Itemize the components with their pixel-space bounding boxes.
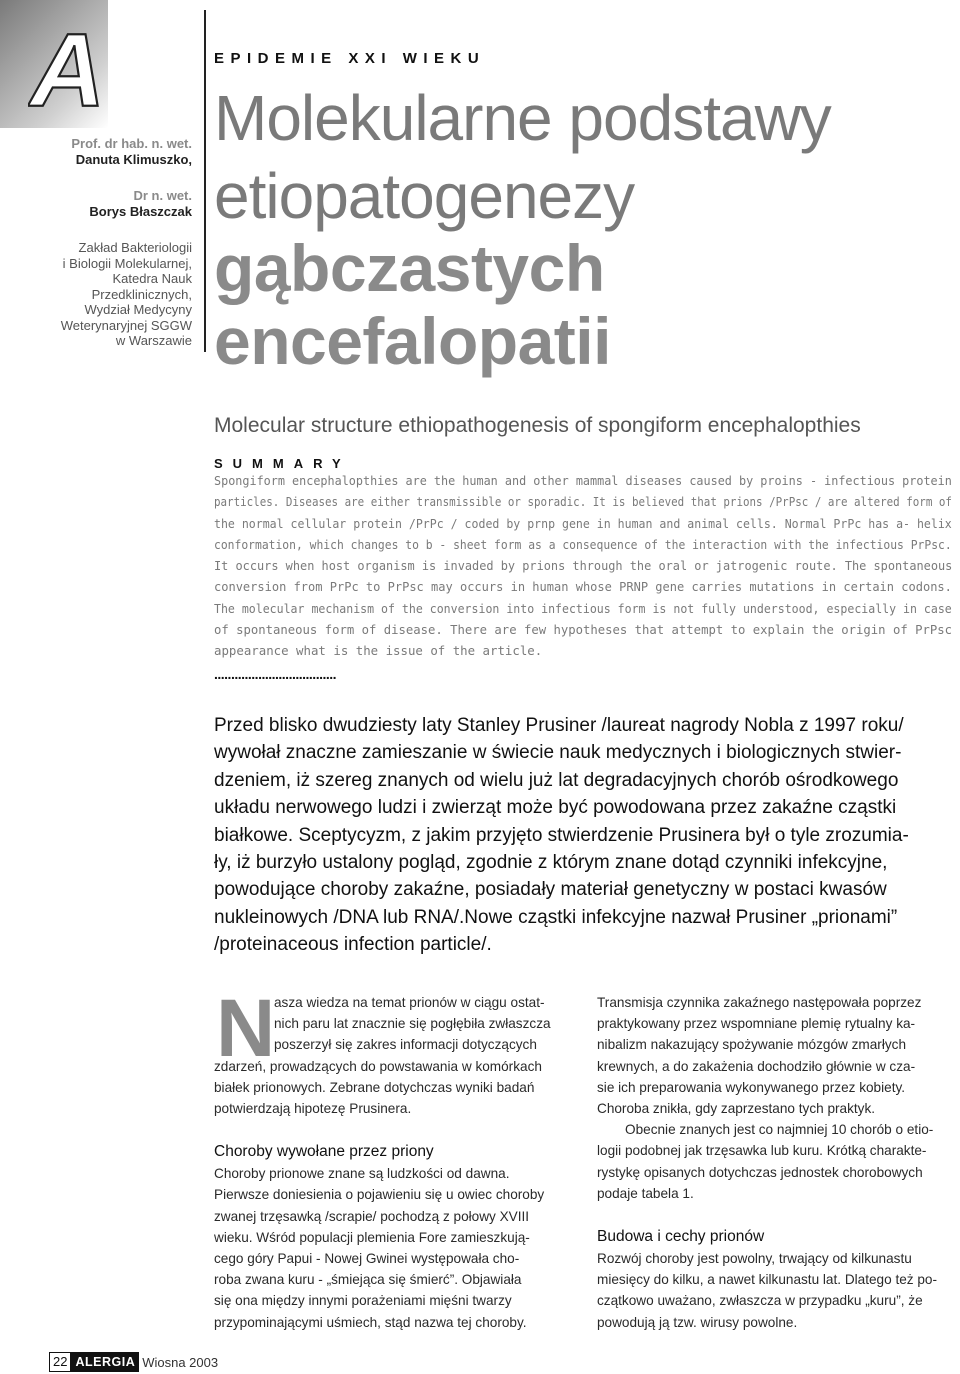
section-label: EPIDEMIE XXI WIEKU: [214, 50, 486, 67]
page-footer: [49, 1352, 218, 1372]
body-line: Transmisja czynnika zakaźnego następowała poprzez: [597, 995, 922, 1010]
lead-line: układu nerwowego ludzi i zwierząt może być powodowana przez zakaźne cząstki: [214, 797, 897, 819]
lead-line: wywołał znaczne zamieszanie w świecie nauk medycznych i biologicznych stwier-: [214, 742, 902, 764]
summary-line: of spontaneous form of disease. There are few hypotheses that attempt to explain the origin of PrPsc: [214, 622, 952, 638]
body-line: potwierdzają hipotezę Prusinera.: [214, 1101, 412, 1117]
body-line: Pierwsze doniesienia o pojawieniu się u owiec choroby: [214, 1187, 545, 1203]
body-line: Choroba znikła, gdy zaprzestano tych praktyk.: [597, 1101, 876, 1117]
summary-line: conformation, which changes to b - sheet form as a consequence of the interaction with the infectious PrPsc.: [214, 536, 952, 552]
summary-line: the normal cellular protein /PrPc / coded by prnp gene in human and animal cells. Normal PrPc has a- helix: [214, 515, 952, 531]
lead-paragraph: [214, 712, 954, 959]
affiliation-line: Zakład Bakteriologii: [78, 240, 192, 255]
summary-text: [214, 470, 953, 662]
header-divider: [204, 10, 206, 352]
body-line: sie ich preparowania wykonywanego przez kobiety.: [597, 1079, 906, 1095]
lead-line: Przed blisko dwudziesty laty Stanley Prusiner /laureat nagrody Nobla z 1997 roku/: [214, 715, 904, 736]
body-line: podaje tabela 1.: [597, 1185, 694, 1201]
body-line: białek prionowych. Zebrane dotychczas wyniki badań: [214, 1079, 535, 1095]
section-heading: Choroby wywołane przez priony: [214, 1143, 434, 1161]
page-number: 22: [49, 1352, 71, 1372]
body-line: czątkowo uważano, zwłaszcza w przypadku „kuru”, że: [597, 1293, 923, 1309]
english-title: Molecular structure ethiopathogenesis of spongiform encephalopthies: [214, 414, 861, 437]
lead-line: dzeniem, iż szereg znanych od wielu już lat degradacyjnych chorób ośrodkowego: [214, 769, 899, 791]
body-line: się ona między innymi porażeniami mięśni twarzy: [214, 1293, 512, 1309]
body-line: Rozwój choroby jest powolny, trwający od kilkunastu: [597, 1251, 912, 1267]
body-line: asza wiedza na temat prionów w ciągu ostat-: [274, 995, 545, 1010]
author-2-name: Borys Błaszczak: [89, 204, 192, 219]
affiliation-line: Katedra Nauk: [112, 271, 192, 286]
article-title-line-3: gąbczastych: [214, 231, 605, 305]
summary-line: The molecular mechanism of the conversion into infectious form is not fully understood, especially in case: [214, 600, 952, 616]
body-line: przypominającymi uśmiech, stąd nazwa tej choroby.: [214, 1314, 527, 1330]
affiliation-line: w Warszawie: [115, 333, 192, 348]
summary-line: particles. Diseases are either transmissible or sporadic. It is believed that prions /PrPsc / are altered form of: [214, 494, 952, 510]
author-1-title: Prof. dr hab. n. wet.: [71, 136, 192, 151]
author-block: [40, 136, 192, 349]
lead-line: nukleinowych /DNA lub RNA/.Nowe cząstki infekcyjne nazwał Prusiner „prionami”: [214, 906, 898, 928]
body-line: logii podobnej jak trzęsawka lub kuru. Krótką charakte-: [597, 1143, 927, 1159]
body-line: powodują ją tzw. wirusy powolne.: [597, 1314, 798, 1330]
summary-line: appearance what is the issue of the article.: [214, 643, 543, 659]
magazine-name: ALERGIA: [71, 1352, 139, 1372]
summary-line: conversion from PrPc to PrPsc may occurs in human whose PRNP gene carries mutations in certain codons.: [214, 579, 952, 595]
body-line: cego góry Papui - Nowej Gwinei występowała cho-: [214, 1251, 520, 1267]
issue-label: Wiosna 2003: [142, 1354, 219, 1370]
body-column-2: [597, 992, 960, 1333]
body-line: nich paru lat znacznie się pogłębiła zwłaszcza: [274, 1016, 551, 1032]
section-heading: Budowa i cechy prionów: [597, 1228, 765, 1246]
body-line: nibalizm nakazujący spożywanie mózgów zmarłych: [597, 1037, 907, 1053]
summary-line: It occurs when host organism is invaded by prions through the oral or jatrogenic route. The spontaneous: [214, 558, 953, 574]
body-line: miesięcy do kilku, a nawet kilkunastu lat. Dlatego też po-: [597, 1272, 938, 1288]
affiliation-line: Weterynaryjnej SGGW: [60, 317, 192, 333]
article-title-line-4: encefalopatii: [214, 304, 611, 378]
body-line: krewnych, a do zakażenia dochodziło głównie w cza-: [597, 1058, 916, 1074]
drop-cap: N: [216, 983, 276, 1074]
affiliation-line: Wydział Medycyny: [84, 302, 192, 317]
article-title-line-1: Molekularne podstawy: [214, 82, 831, 154]
affiliation-line: Przedklinicznych,: [91, 286, 192, 302]
summary-label: SUMMARY: [214, 456, 351, 471]
alergia-a-logo-icon: [28, 18, 114, 118]
author-1-name: Danuta Klimuszko,: [75, 152, 192, 167]
body-line: zwanej trzęsawką /scrapie/ pochodzą z połowy XVIII: [214, 1208, 530, 1224]
affiliation: [40, 240, 192, 349]
body-line: Choroby prionowe znane są ludzkości od dawna.: [214, 1166, 510, 1182]
lead-line: ły, iż burzyło ustalony pogląd, zgodnie z którym znane dotąd czynniki infekcyjne,: [214, 852, 888, 874]
article-title-line-2: etiopatogenezy: [214, 160, 635, 232]
affiliation-line: i Biologii Molekularnej,: [62, 255, 192, 271]
lead-line: powodujące choroby zakaźne, posiadały materiał genetyczny w postaci kwasów: [214, 879, 887, 901]
body-column-1: [214, 983, 576, 1333]
body-line: praktykowany przez wspomniane plemię rytualny ka-: [597, 1016, 916, 1032]
summary-line: Spongiform encephalopthies are the human and other mammal diseases caused by proins - infectious protein: [214, 473, 952, 488]
lead-line: białkowe. Sceptycyzm, z jakim przyjęto stwierdzenie Prusinera był o tyle zrozumia-: [214, 824, 909, 846]
body-line: poszerzył się zakres informacji dotyczących: [274, 1037, 537, 1053]
body-line: wieku. Wśród populacji plemienia Fore zamieszkują-: [214, 1229, 530, 1245]
author-2-title: Dr n. wet.: [133, 188, 192, 203]
body-line: roba zwana kuru - „śmiejąca się śmierć”. Objawiała: [214, 1272, 522, 1288]
body-line: rystykę opisanych dotychczas jednostek chorobowych: [597, 1164, 923, 1180]
logo-letter: A: [30, 18, 106, 118]
body-line: Obecnie znanych jest co najmniej 10 chorób o etio-: [625, 1122, 934, 1138]
lead-line: /proteinaceous infection particle/.: [214, 934, 492, 956]
summary-end-dots: ....................................: [214, 666, 337, 682]
body-line: zdarzeń, prowadzących do powstawania w komórkach: [214, 1058, 542, 1074]
